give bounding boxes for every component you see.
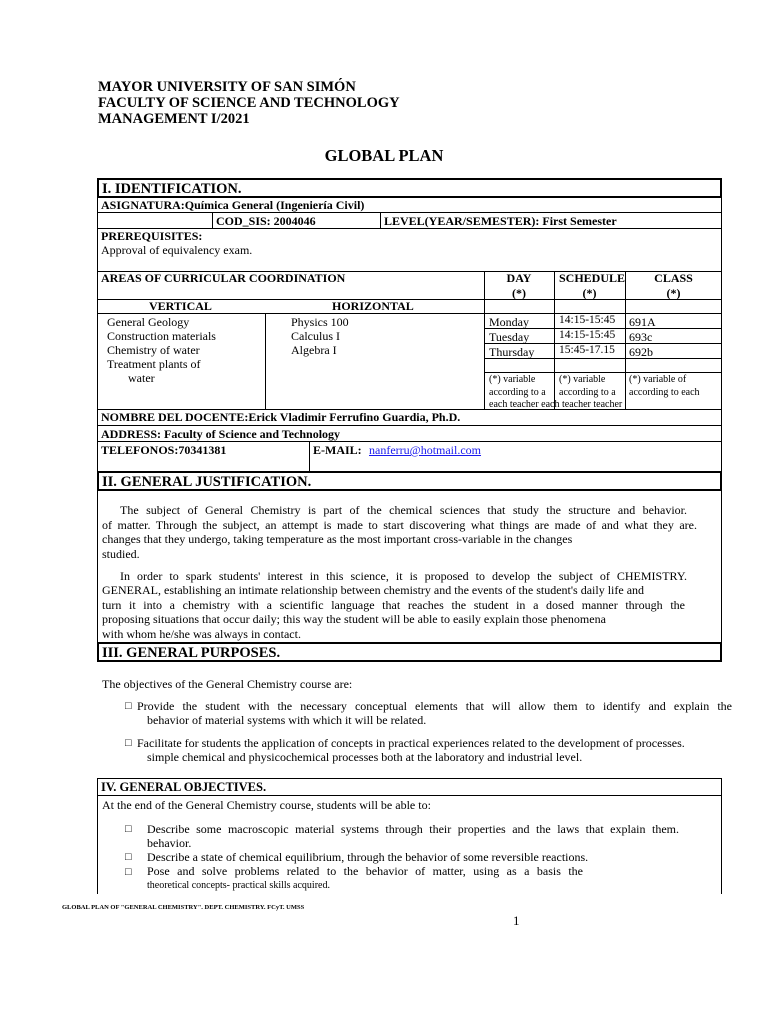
justification-p2-line: In order to spark students' interest in this science, it is proposed to develop the subject of CHEMISTRY. [120,569,687,583]
note-class: (*) variable of according to each [629,374,700,398]
objectives-intro: At the end of the General Chemistry course, students will be able to: [102,798,431,812]
vertical-label: VERTICAL [149,299,212,313]
page-number: 1 [513,913,520,928]
email-label: E-MAIL: [313,443,362,457]
prerequisites-value: Approval of equivalency exam. [101,243,253,257]
divider [309,441,310,472]
page-title: GLOBAL PLAN [324,146,444,165]
university-name: MAYOR UNIVERSITY OF SAN SIMÓN [98,79,356,95]
objective-item-cont: behavior. [147,836,192,850]
divider [97,212,722,213]
divider [265,313,266,409]
checkbox-icon: □ [125,851,132,863]
section-purposes-heading: III. GENERAL PURPOSES. [102,645,281,661]
schedule-class: 693c [629,330,653,344]
checkbox-icon: □ [125,823,132,835]
schedule-day: Thursday [489,345,535,359]
note-line3: each teacher each teacher teacher [489,399,623,410]
vertical-item: Construction materials [107,329,216,343]
justification-p1-line: changes that they undergo, taking temperature as the most important cross-variable in the changes [102,532,573,546]
justification-p2-line: turn it into a chemistry with a scientific language that reaches the student in a dosed manner through the [102,598,685,612]
note-schedule: (*) variable according to a [559,374,616,398]
divider [380,212,381,228]
justification-p1-line: of matter. Through the subject, an attempt is made to start discovering what things are made of and what they are. [102,518,697,532]
objective-item: Describe some macroscopic material systems through their properties and the laws that explain them. [147,822,679,836]
justification-p2-line: proposing situations that occur daily; this way the student will be able to easily explain those phenomena [102,612,606,626]
checkbox-icon: □ [125,737,132,749]
purposes-intro: The objectives of the General Chemistry course are: [102,677,353,691]
footer-text: GLOBAL PLAN OF "GENERAL CHEMISTRY". DEPT. CHEMISTRY. FCyT. UMSS [62,904,305,911]
class-label: CLASS [654,271,693,285]
purpose-item-cont: simple chemical and physicochemical processes both at the laboratory and industrial level. [147,750,583,764]
areas-label: AREAS OF CURRICULAR COORDINATION [101,271,346,285]
management-period: MANAGEMENT I/2021 [98,111,250,127]
justification-p2-line: GENERAL, establishing an intimate relationship between chemistry and the events of the student's daily life and [102,583,645,597]
justification-p1-line: The subject of General Chemistry is part of the chemical sciences that study the structure and behavior. [120,503,687,517]
vertical-item: General Geology [107,315,190,329]
day-label: DAY [506,271,532,285]
schedule-class: 691A [629,315,656,329]
divider [97,313,484,314]
teacher-name: NOMBRE DEL DOCENTE:Erick Vladimir Ferrufino Guardia, Ph.D. [101,410,461,424]
section-purposes-heading-box [97,642,722,662]
vertical-item: Chemistry of water [107,343,200,357]
purpose-item: Facilitate for students the application of concepts in practical experiences related to the development of processes. [137,736,685,750]
schedule-time: 14:15-15:45 [559,314,616,326]
divider [212,212,213,228]
level: LEVEL(YEAR/SEMESTER): First Semester [384,214,617,228]
section-objectives-heading: IV. GENERAL OBJECTIVES. [101,780,267,794]
divider [721,795,722,894]
horizontal-label: HORIZONTAL [332,299,414,313]
horizontal-item: Physics 100 [291,315,349,329]
asignatura: ASIGNATURA:Química General (Ingeniería Civil) [101,198,365,212]
schedule-class: 692b [629,345,653,359]
divider [97,795,98,894]
day-asterisk: (*) [512,286,526,300]
faculty-name: FACULTY OF SCIENCE AND TECHNOLOGY [98,95,400,111]
phone: TELEFONOS:70341381 [101,443,227,457]
section-identification-heading: I. IDENTIFICATION. [102,181,242,197]
objective-item: Describe a state of chemical equilibrium, through the behavior of some reversible reactions. [147,850,589,864]
checkbox-icon: □ [125,866,132,878]
schedule-time: 15:45-17.15 [559,344,615,356]
horizontal-item: Calculus I [291,329,340,343]
section-objectives-heading-box [97,778,722,796]
justification-p2-line: with whom he/she was always in contact. [102,627,301,641]
section-identification-heading-box [97,178,722,198]
vertical-item: water [128,371,155,385]
schedule-day: Monday [489,315,529,329]
prerequisites-label: PREREQUISITES: [101,229,203,243]
section-justification-heading: II. GENERAL JUSTIFICATION. [102,474,312,490]
objective-item: Pose and solve problems related to the behavior of matter, using as a basis the [147,864,583,878]
schedule-day: Tuesday [489,330,530,344]
class-asterisk: (*) [666,286,681,300]
checkbox-icon: □ [125,700,132,712]
schedule-time: 14:15-15:45 [559,329,616,341]
cod-sis: COD_SIS: 2004046 [216,214,316,228]
divider [97,441,722,442]
objective-item-cont: theoretical concepts- practical skills acquired. [147,880,330,891]
justification-p1-line: studied. [102,547,140,561]
vertical-item: Treatment plants of [107,357,201,371]
purpose-item-cont: behavior of material systems with which it will be related. [147,713,427,727]
email-link[interactable]: nanferru@hotmail.com [369,443,482,457]
note-day: (*) variable according to a [489,374,546,398]
divider [97,425,722,426]
horizontal-item: Algebra I [291,343,337,357]
purpose-item: Provide the student with the necessary conceptual elements that will allow them to identify and explain the [137,699,732,713]
section-justification-heading-box [97,471,722,491]
schedule-label: SCHEDULE [559,271,625,285]
schedule-asterisk: (*) [582,286,597,300]
address: ADDRESS: Faculty of Science and Technology [101,427,341,441]
